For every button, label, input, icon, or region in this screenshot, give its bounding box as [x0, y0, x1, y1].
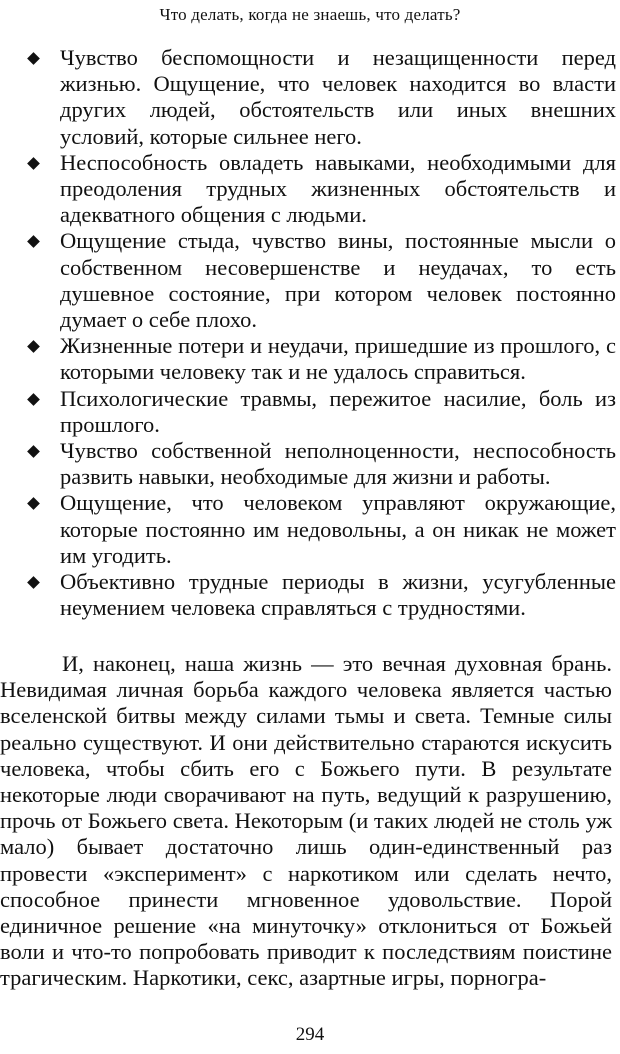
list-item [28, 490, 616, 569]
page-number: 294 [295, 1024, 325, 1045]
diamond-bullet-icon [27, 445, 40, 458]
diamond-bullet-icon [27, 576, 40, 589]
list-item [28, 386, 616, 438]
bullet-list [28, 45, 616, 621]
list-item-text: Ощущение, что человеком управляют окружающие, которые постоянно им недовольны, а он никак не может им угодить. [60, 490, 616, 568]
diamond-bullet-icon [27, 157, 40, 170]
diamond-bullet-icon [27, 340, 40, 353]
diamond-bullet-icon [27, 393, 40, 406]
list-item-text: Неспособность овладеть навыками, необходимыми для преодоления трудных жизненных обстоятельств и адекватного общения с людьми. [60, 149, 616, 228]
list-item-text: Ощущение стыда, чувство вины, постоянные мысли о собственном несовершенстве и неудачах, то есть душевное состояние, при котором человек постоянно думает о себе плохо. [60, 228, 616, 333]
list-item [28, 45, 616, 150]
list-item [28, 333, 616, 385]
list-item-text: Психологические травмы, пережитое насилие, боль из прошлого. [60, 385, 616, 437]
list-item-text: Жизненные потери и неудачи, пришедшие из прошлого, с которыми человеку так и не удалось справиться. [60, 333, 616, 385]
list-item [28, 228, 616, 333]
diamond-bullet-icon [27, 236, 40, 249]
body-paragraph: И, наконец, наша жизнь — это вечная духовная брань. Невидимая личная борьба каждого человека является частью вселенской битвы между силами тьмы и света. Темные силы реально существуют. И они действительно стараются искусить человека, чтобы сбить его с Божьего пути. В результате некоторые люди сворачивают на путь, ведущий к разрушению, прочь от Божьего света. Некоторым (и таких людей не столь уж мало) бывает достаточно лишь один-единственный раз провести «эксперимент» с наркотиком или сделать нечто, способное принести мгновенное удовольствие. Порой единичное решение «на минуточку» отклониться от Божьей воли и что-то попробовать приводит к последствиям поистине трагическим. Наркотики, секс, азартные игры, порногра- [0, 651, 612, 991]
list-item [28, 150, 616, 229]
list-item-text: Чувство собственной неполноценности, неспособность развить навыки, необходимые для жизни и работы. [60, 438, 616, 490]
list-item-text: Объективно трудные периоды в жизни, усугубленные неумением человека справляться с трудностями. [60, 569, 616, 621]
list-item [28, 569, 616, 621]
list-item [28, 438, 616, 490]
running-title: Что делать, когда не знаешь, что делать? [159, 5, 461, 24]
diamond-bullet-icon [27, 52, 40, 65]
list-item-text: Чувство беспомощности и незащищенности перед жизнью. Ощущение, что человек находится во власти других людей, обстоятельств или иных внешних условий, которые сильнее него. [60, 45, 616, 149]
diamond-bullet-icon [27, 498, 40, 511]
